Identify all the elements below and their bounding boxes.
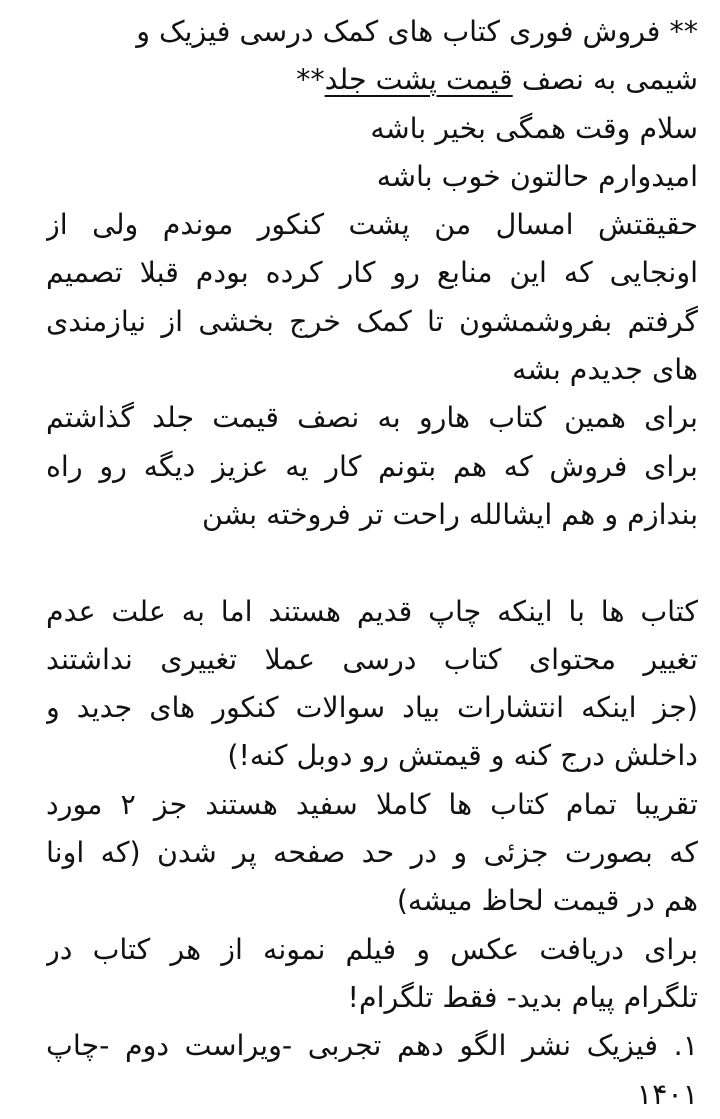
text-line: که بصورت جزئی و در حد صفحه پر شدن (که اونا [46,836,698,870]
text-line: برای همین کتاب هارو به نصف قیمت جلد گذاشتم [46,401,698,435]
title-text: شیمی به نصف [512,63,698,97]
text-line: ۱۴۰۱ [636,1077,698,1111]
blank-line [46,539,698,587]
text-line: بندازم و هم ایشالله راحت تر فروخته بشن [202,497,698,531]
post-title-line-2 [46,56,698,104]
text-line: برای فروش که هم بتونم کار یه عزیز دیگه رو راه [46,449,698,483]
text-line: برای دریافت عکس و فیلم نمونه از هر کتاب در [46,932,698,966]
text-line: های جدیدم بشه [512,353,698,387]
title-stars: ** [296,63,325,97]
title-underlined-text: قیمت پشت جلد [324,63,513,97]
text-line: حقیقتش امسال من پشت کنکور موندم ولی از [46,208,698,242]
text-line: تغییر محتوای کتاب درسی عملا تغییری نداشتند [46,642,698,676]
text-line: تلگرام پیام بدید- فقط تلگرام! [347,980,698,1014]
text-line: کتاب ها با اینکه چاپ قدیم هستند اما به علت عدم [46,594,698,628]
text-line: سلام وقت همگی بخیر باشه [370,111,698,145]
post-title-line-1: ** فروش فوری کتاب های کمک درسی فیزیک و [136,15,698,48]
text-line: تقریبا تمام کتاب ها کاملا سفید هستند جز ۲ مورد [46,787,698,821]
text-line: امیدوارم حالتون خوب باشه [376,159,698,193]
text-line: اونجایی که این منابع رو کار کرده بودم قبلا تصمیم [46,256,698,290]
text-line: هم در قیمت لحاظ میشه) [396,884,698,918]
text-line: داخلش درج کنه و قیمتش رو دوبل کنه!) [227,739,698,773]
text-line: ۱. فیزیک نشر الگو دهم تجربی -ویراست دوم -چاپ [46,1029,698,1063]
text-line: (جز اینکه انتشارات بیاد سوالات کنکور های جدید و [46,691,698,725]
text-line: گرفتم بفروشمشون تا کمک خرج بخشی از نیازمندی [46,304,698,338]
